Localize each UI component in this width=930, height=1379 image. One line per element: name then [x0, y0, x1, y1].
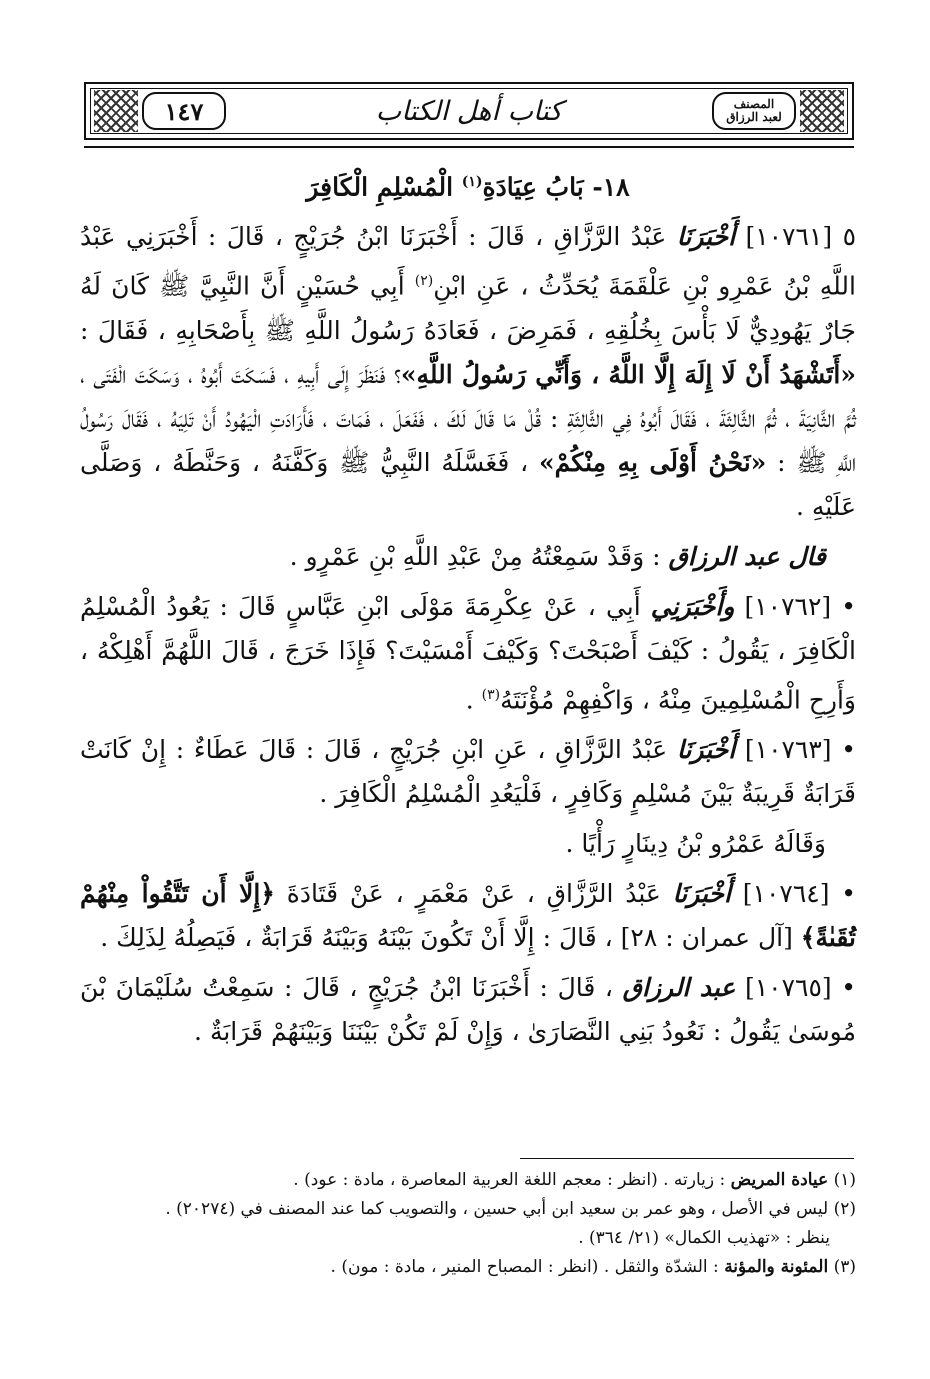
- hadith-10761: ٥ [١٠٧٦١] أَخْبَرَنَا عَبْدُ الرَّزَّاقِ ، قَالَ : أَخْبَرَنَا ابْنُ جُرَيْجٍ ، قَالَ : أَخْبَرَنِي عَبْدُ اللَّهِ بْنُ عَمْرِو بْنِ عَلْقَمَةَ يُحَدِّثُ ، عَنِ ابْنِ$^{(٢)}$ أَبِي حُسَيْنٍ أَنَّ النَّبِيَّ ﷺ كَانَ لَهُ جَارٌ يَهُودِيٌّ لَا بَأْسَ بِخُلُقِهِ ، فَمَرِضَ ، فَعَادَهُ رَسُولُ اللَّهِ ﷺ بِأَصْحَابِهِ ، فَقَالَ : «أَتَشْهَدُ أَنْ لَا إِلَهَ إِلَّا اللَّهُ ، وَأَنِّي رَسُولُ اللَّهِ»؟ فَنَظَرَ إِلَى أَبِيهِ ، فَسَكَتَ أَبُوهُ ، وَسَكَتَ الْفَتَى ، ثُمَّ الثَّانِيَةَ ، ثُمَّ الثَّالِثَةَ ، فَقَالَ أَبُوهُ فِي الثَّالِثَةِ : قُلْ مَا قَالَ لَكَ ، فَفَعَلَ ، فَمَاتَ ، فَأَرَادَتِ الْيَهُودُ أَنْ تَلِيَهُ ، فَقَالَ رَسُولُ اللَّهِ ﷺ : «نَحْنُ أَوْلَى بِهِ مِنْكُمْ» ، فَغَسَّلَهُ النَّبِيُّ ﷺ وَكَفَّنَهُ ، وَحَنَّطَهُ ، وَصَلَّى عَلَيْهِ .: [80, 222, 857, 521]
- footnote-divider: [520, 1158, 854, 1159]
- page-number-box: [142, 92, 226, 130]
- hadith-10763: • [١٠٧٦٣] أَخْبَرَنَا عَبْدُ الرَّزَّاقِ ، عَنِ ابْنِ جُرَيْجٍ ، قَالَ : قَالَ عَطَاءٌ : إِنْ كَانَتْ قَرَابَةٌ قَرِيبَةٌ بَيْنَ مُسْلِمٍ وَكَافِرٍ ، فَلْيَعُدِ الْمُسْلِمُ الْكَافِرَ .: [80, 734, 856, 808]
- ornament-icon: [94, 90, 138, 132]
- ornament-icon: [800, 90, 844, 132]
- hadith-10764: • [١٠٧٦٤] أَخْبَرَنَا عَبْدُ الرَّزَّاقِ ، عَنْ مَعْمَرٍ ، عَنْ قَتَادَةَ ﴿إِلَّا أَن تَتَّقُواْ مِنْهُمْ تُقَىٰةً﴾ [آل عمران : ٢٨] ، قَالَ : إِلَّا أَنْ تَكُونَ بَيْنَهُ وَبَيْنَهُ قَرَابَةٌ ، فَيَصِلُهُ لِذَلِكَ .: [80, 878, 857, 952]
- abdulrazzaq-note: قال عبد الرزاق : وَقَدْ سَمِعْتُهُ مِنْ عَبْدِ اللَّهِ بْنِ عَمْرٍو .: [289, 541, 826, 571]
- header-divider: [84, 146, 854, 148]
- logo-box: [712, 92, 796, 130]
- footnote-1: (١) عيادة المريض : زيارته . (انظر : معجم اللغة العربية المعاصرة ، مادة : عود) .: [293, 1170, 856, 1190]
- main-text: [80, 160, 856, 1060]
- footnote-2-line2: ينظر : «تهذيب الكمال» (٢١/ ٣٦٤) .: [578, 1228, 830, 1248]
- footnote-2: (٢) ليس في الأصل ، وهو عمر بن سعيد ابن أبي حسين ، والتصويب كما عند المصنف في (٢٠٢٧٤) .: [165, 1199, 856, 1219]
- page-number: ١٤٧: [164, 96, 204, 126]
- footnote-3: (٣) المئونة والمؤنة : الشدّة والثقل . (انظر : المصباح المنير ، مادة : مون) .: [330, 1257, 856, 1277]
- hadith-10765: • [١٠٧٦٥] عبد الرزاق ، قَالَ : أَخْبَرَنَا ابْنُ جُرَيْجٍ ، قَالَ : سَمِعْتُ سُلَيْمَانَ بْنَ مُوسَىٰ يَقُولُ : نَعُودُ بَنِي النَّصَارَىٰ ، وَإِنْ لَمْ تَكُنْ بَيْنَنَا وَبَيْنَهُمْ قَرَابَةٌ .: [80, 972, 857, 1046]
- chapter-heading: ١٨- بَابُ عِيَادَةِ$^{(١)}$ الْمُسْلِمِ الْكَافِرَ: [306, 172, 630, 202]
- hadith-10763-followup: وَقَالَهُ عَمْرُو بْنُ دِينَارٍ رَأْيًا .: [565, 828, 826, 858]
- logo: المصنف لعبد الرزاق: [726, 97, 782, 124]
- footnotes: [80, 1166, 856, 1282]
- page-header: [84, 82, 854, 140]
- hadith-10762: • [١٠٧٦٢] وأَخْبَرَنِي أَبِي ، عَنْ عِكْرِمَةَ مَوْلَى ابْنِ عَبَّاسٍ قَالَ : يَعُودُ الْمُسْلِمُ الْكَافِرَ ، يَقُولُ : كَيْفَ أَصْبَحْتَ؟ وَكَيْفَ أَمْسَيْتَ؟ فَإِذَا خَرَجَ ، قَالَ اللَّهُمَّ أَهْلِكْهُ ، وَأَرِحِ الْمُسْلِمِينَ مِنْهُ ، وَاكْفِهِمْ مُؤْنَتَهُ$^{(٣)}$ .: [80, 591, 856, 714]
- book-title: كتاب أهل الكتاب: [375, 95, 563, 127]
